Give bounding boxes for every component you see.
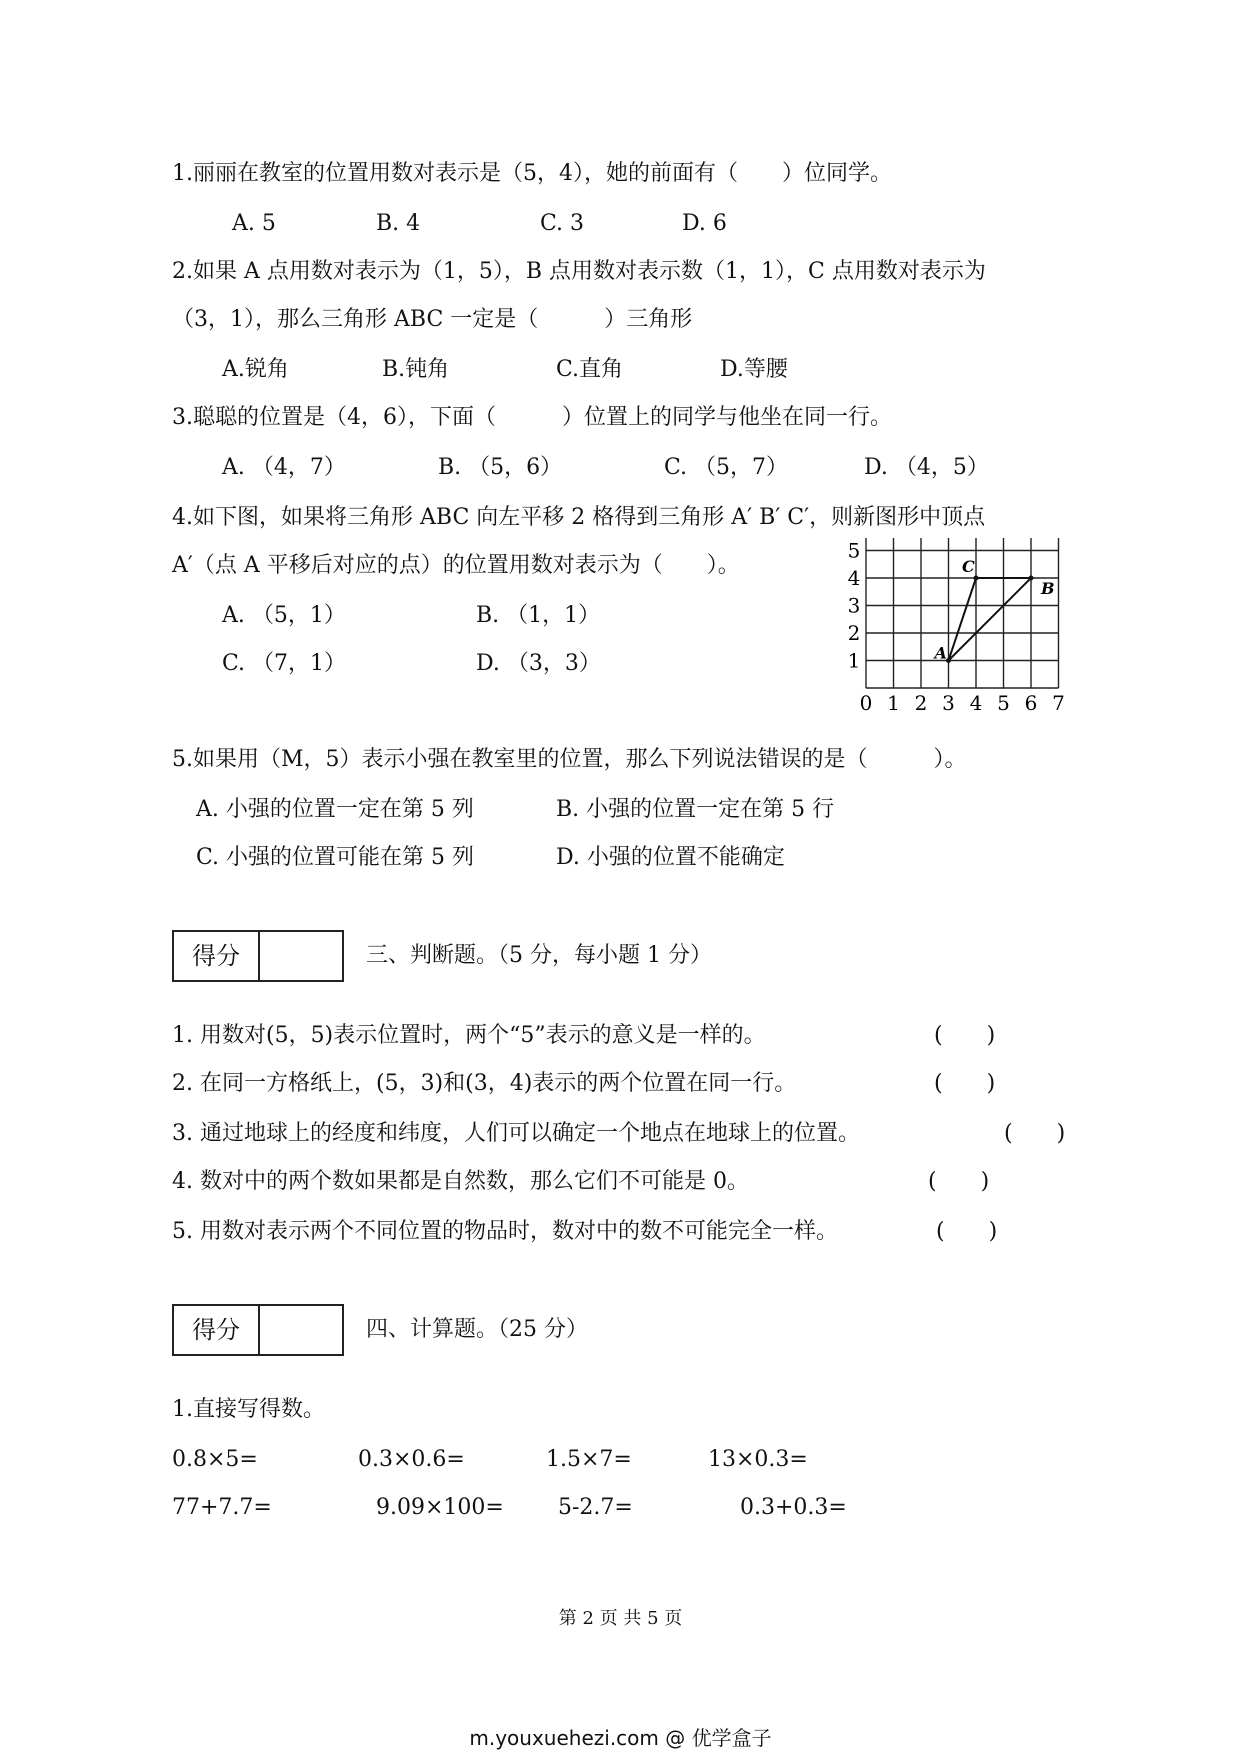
- calc-r1-c3: 1.5×7=: [546, 1447, 632, 1472]
- vertex-dot: [974, 576, 979, 581]
- judge-bracket-1: ( ): [934, 1023, 996, 1048]
- q4-stem-line1: 4.如下图，如果将三角形 ABC 向左平移 2 格得到三角形 A′ B′ C′，则新图形中顶点: [172, 505, 986, 530]
- page-number: 第 2 页 共 5 页: [558, 1608, 683, 1629]
- vertex-label: C: [962, 557, 975, 576]
- judge-bracket-3: ( ): [1004, 1121, 1066, 1146]
- y-tick-label: 5: [847, 538, 861, 563]
- y-tick-label: 4: [847, 566, 861, 590]
- calc-subtitle: 1.直接写得数。: [172, 1397, 325, 1422]
- judge-item-4: 4. 数对中的两个数如果都是自然数，那么它们不可能是 0。: [172, 1169, 749, 1194]
- x-tick-label: 6: [1024, 691, 1038, 715]
- q1-option-c: C. 3: [540, 211, 585, 236]
- judge-item-5: 5. 用数对表示两个不同位置的物品时，数对中的数不可能完全一样。: [172, 1219, 838, 1244]
- judge-item-2: 2. 在同一方格纸上，(5，3)和(3，4)表示的两个位置在同一行。: [172, 1071, 797, 1096]
- q1-option-a: A. 5: [232, 211, 276, 236]
- q3-option-c: C. （5，7）: [664, 455, 789, 480]
- calc-r1-c4: 13×0.3=: [708, 1447, 808, 1472]
- calc-r1-c2: 0.3×0.6=: [358, 1447, 465, 1472]
- q5-option-b: B. 小强的位置一定在第 5 行: [556, 797, 835, 822]
- score-box-section3: [172, 930, 344, 982]
- coordinate-grid-figure: [836, 538, 1076, 718]
- vertex-label: B: [1041, 579, 1055, 598]
- triangle-outline: [949, 578, 1032, 661]
- score-label: 得分: [174, 932, 260, 980]
- judge-item-3: 3. 通过地球上的经度和纬度，人们可以确定一个地点在地球上的位置。: [172, 1121, 860, 1146]
- score-label: 得分: [174, 1306, 260, 1354]
- q3-option-b: B. （5，6）: [438, 455, 563, 480]
- x-tick-label: 4: [969, 691, 983, 715]
- q2-option-b: B.钝角: [382, 357, 450, 382]
- q5-option-c: C. 小强的位置可能在第 5 列: [196, 845, 475, 870]
- q1-stem: 1.丽丽在教室的位置用数对表示是（5，4），她的前面有（ ）位同学。: [172, 161, 892, 186]
- q3-stem: 3.聪聪的位置是（4，6），下面（ ）位置上的同学与他坐在同一行。: [172, 405, 892, 430]
- q4-option-b: B. （1，1）: [476, 603, 601, 628]
- q4-option-c: C. （7，1）: [222, 651, 347, 676]
- section4-title: 四、计算题。（25 分）: [366, 1317, 588, 1342]
- footer-watermark: m.youxuehezi.com @ 优学盒子: [469, 1726, 772, 1750]
- score-box-section4: [172, 1304, 344, 1356]
- calc-r2-c2: 9.09×100=: [376, 1495, 504, 1520]
- x-tick-label: 0: [859, 691, 873, 715]
- calc-r2-c1: 77+7.7=: [172, 1495, 272, 1520]
- calc-r2-c3: 5-2.7=: [558, 1495, 633, 1520]
- q5-option-d: D. 小强的位置不能确定: [556, 845, 785, 870]
- q4-option-d: D. （3，3）: [476, 651, 601, 676]
- judge-item-1: 1. 用数对(5，5)表示位置时，两个“5”表示的意义是一样的。: [172, 1023, 766, 1048]
- q5-option-a: A. 小强的位置一定在第 5 列: [196, 797, 474, 822]
- vertex-dot: [1029, 576, 1034, 581]
- q2-option-d: D.等腰: [720, 357, 788, 382]
- calc-r2-c4: 0.3+0.3=: [740, 1495, 847, 1520]
- x-tick-label: 3: [942, 691, 955, 715]
- q1-option-d: D. 6: [682, 211, 727, 236]
- x-tick-label: 1: [887, 691, 900, 715]
- q3-option-d: D. （4，5）: [864, 455, 989, 480]
- vertex-label: A: [934, 643, 947, 663]
- calc-r1-c1: 0.8×5=: [172, 1447, 258, 1472]
- judge-bracket-4: ( ): [928, 1169, 990, 1194]
- q2-option-a: A.锐角: [222, 357, 289, 382]
- q4-option-a: A. （5，1）: [222, 603, 346, 628]
- q4-stem-line2: A′（点 A 平移后对应的点）的位置用数对表示为（ ）。: [172, 553, 740, 578]
- judge-bracket-5: ( ): [936, 1219, 998, 1244]
- judge-bracket-2: ( ): [934, 1071, 996, 1096]
- q2-stem-line2: （3，1），那么三角形 ABC 一定是（ ）三角形: [172, 307, 693, 332]
- triangle-abc: [933, 557, 1055, 663]
- x-tick-label: 5: [997, 691, 1010, 715]
- y-tick-label: 2: [847, 621, 861, 645]
- section3-title: 三、判断题。（5 分，每小题 1 分）: [366, 943, 712, 968]
- q3-option-a: A. （4，7）: [222, 455, 346, 480]
- x-tick-label: 2: [914, 691, 928, 715]
- x-tick-label: 7: [1052, 691, 1065, 715]
- q2-stem-line1: 2.如果 A 点用数对表示为（1，5），B 点用数对表示数（1，1），C 点用数对表示为: [172, 259, 986, 284]
- q2-option-c: C.直角: [556, 357, 624, 382]
- q5-stem: 5.如果用（M，5）表示小强在教室里的位置，那么下列说法错误的是（ ）。: [172, 747, 967, 772]
- q1-option-b: B. 4: [376, 211, 421, 236]
- y-tick-label: 1: [847, 648, 861, 673]
- y-tick-label: 3: [847, 593, 861, 618]
